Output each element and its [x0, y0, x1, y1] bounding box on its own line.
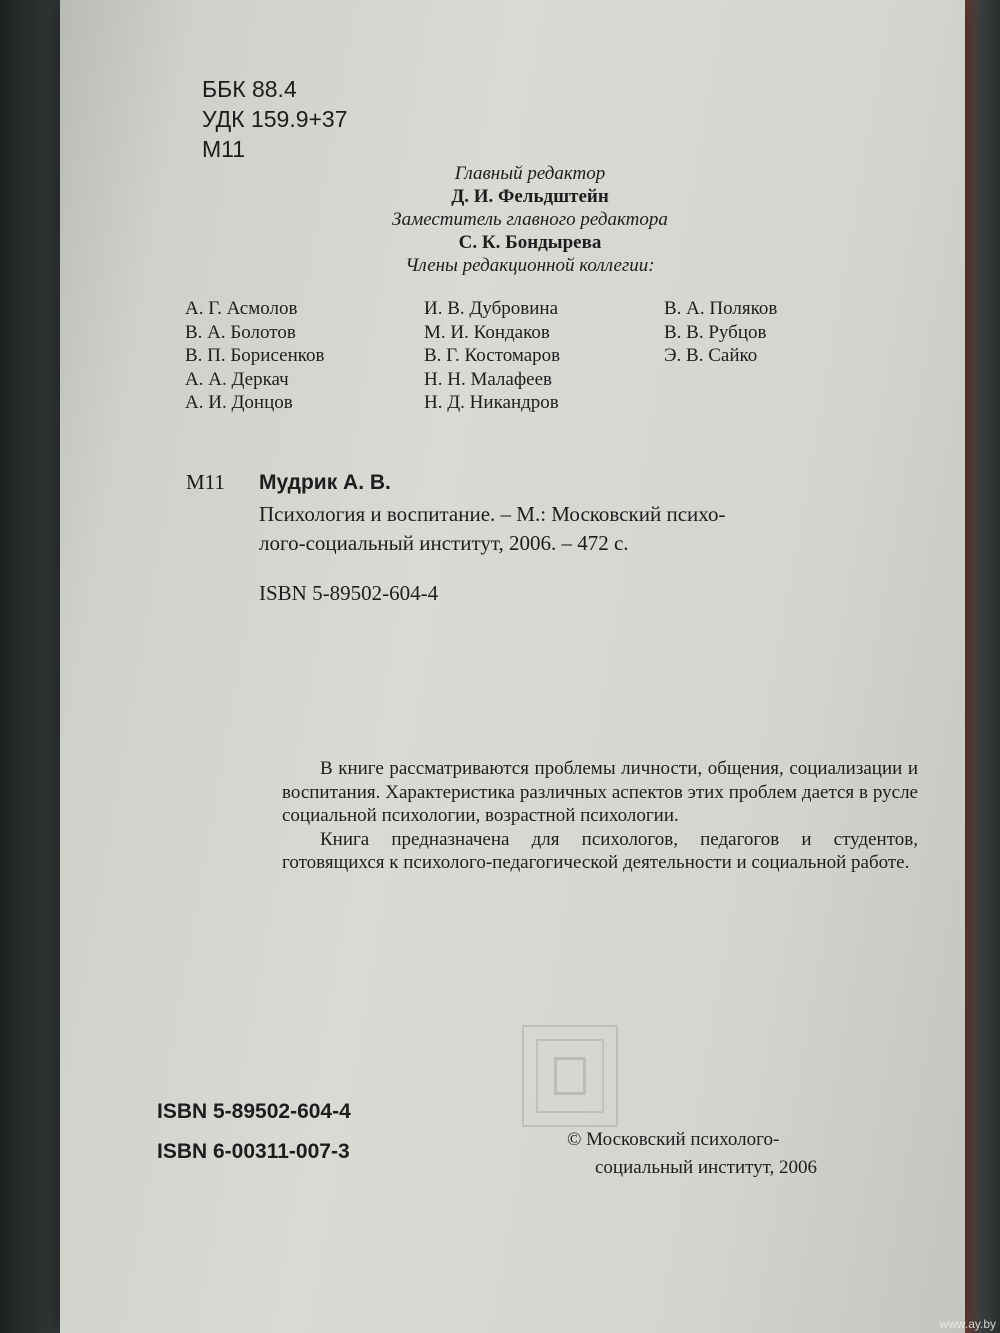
board-member: А. И. Донцов [185, 392, 293, 413]
board-member: А. А. Деркач [185, 368, 289, 390]
chief-editor-role: Главный редактор [454, 163, 606, 184]
board-column-1 [185, 297, 324, 415]
board-member: И. В. Дубровина [424, 298, 559, 319]
footer-isbn-1: ISBN 5-89502-604-4 [157, 1100, 351, 1123]
copyright-line-1: © Московский психолого- [567, 1129, 780, 1150]
deputy-editor-role: Заместитель главного редактора [392, 209, 668, 230]
board-member: В. В. Рубцов [664, 321, 767, 343]
deputy-editor-name: С. К. Бондырева [458, 232, 602, 253]
entry-isbn: ISBN 5-89502-604-4 [259, 581, 439, 605]
author-mark: М11 [202, 136, 246, 162]
board-column-2 [424, 297, 560, 415]
board-member: Э. В. Сайко [664, 345, 758, 366]
udk-code: УДК 159.9+37 [202, 106, 348, 132]
board-member: Н. Д. Никандров [424, 392, 559, 413]
board-member: М. И. Кондаков [424, 321, 550, 343]
board-member: В. П. Борисенков [185, 345, 325, 366]
entry-mark: М11 [186, 470, 225, 494]
watermark: www.ay.by [939, 1317, 996, 1331]
annotation [282, 757, 918, 875]
board-member: В. А. Поляков [664, 298, 778, 319]
copyright-line-2: социальный институт, 2006 [595, 1157, 818, 1178]
board-member: А. Г. Асмолов [185, 298, 298, 319]
board-member: В. Г. Костомаров [424, 345, 561, 366]
board-column-3 [664, 297, 777, 368]
bbk-code: ББК 88.4 [202, 76, 297, 102]
board-member: Н. Н. Малафеев [424, 368, 552, 390]
board-member: В. А. Болотов [185, 321, 296, 343]
annotation-paragraph-1: В книге рассматриваются проблемы личности, общения, социализации и воспитания. Характеристика различных аспектов этих проблем дается в русле социальной психологии, возрастной психологии. [282, 758, 918, 826]
chief-editor-name: Д. И. Фельдштейн [451, 186, 609, 207]
entry-author: Мудрик А. В. [259, 471, 391, 494]
board-role: Члены редакционной коллегии: [405, 255, 655, 276]
entry-description-line1: Психология и воспитание. – М.: Московский психо- [259, 502, 726, 526]
editorial-block [320, 162, 740, 277]
footer-isbn-2: ISBN 6-00311-007-3 [157, 1140, 350, 1163]
annotation-paragraph-2: Книга предназначена для психологов, педагогов и студентов, готовящихся к психолого-педагогической деятельности и социальной работе. [282, 828, 918, 873]
publisher-logo-icon [522, 1025, 618, 1127]
book-page [60, 0, 965, 1333]
entry-description-line2: лого-социальный институт, 2006. – 472 с. [259, 531, 629, 555]
